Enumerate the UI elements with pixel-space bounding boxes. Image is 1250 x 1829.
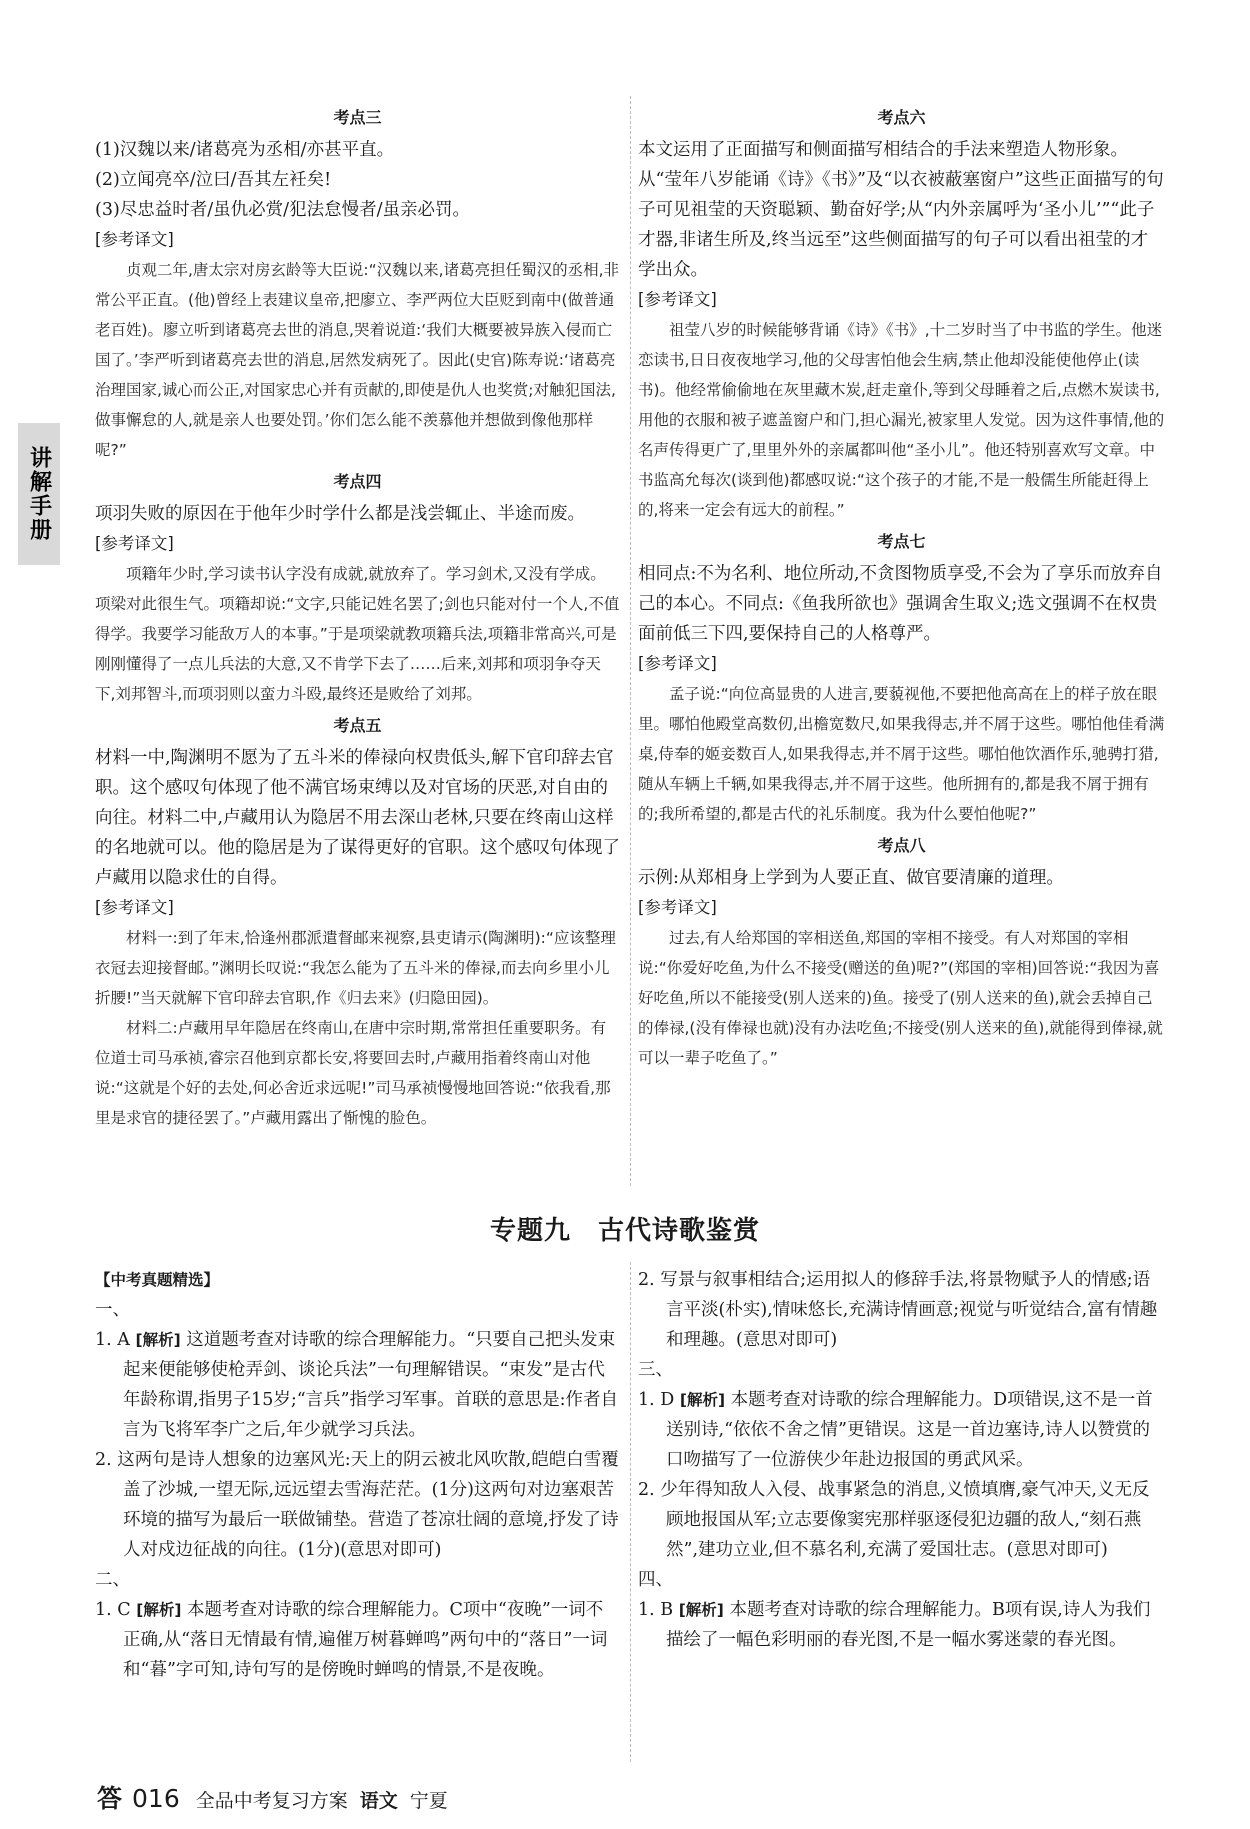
translation-paragraph: 过去,有人给郑国的宰相送鱼,郑国的宰相不接受。有人对郑国的宰相说:“你爱好吃鱼,为什么不接受(赠送的鱼)呢?”(郑国的宰相)回答说:“我因为喜好吃鱼,所以不能接受(别人送来的)鱼。接受了(别人送来的鱼),就会丢掉自己的俸禄,(没有俸禄也就)没有办法吃鱼;不接受(别人送来的鱼),就能得到俸禄,就可以一辈子吃鱼了。”: [638, 929, 1163, 1067]
answer-text: 相同点:不为名利、地位所动,不贪图物质享受,不会为了享乐而放弃自己的本心。不同点:《鱼我所欲也》强调舍生取义;选文强调不在权贵面前低三下四,要保持自己的人格尊严。: [638, 564, 1163, 644]
page-number: 016: [132, 1784, 180, 1813]
answer-number: 1. A: [95, 1330, 130, 1350]
section-heading-kd6: 考点六: [877, 108, 926, 127]
top-left-column: [95, 101, 620, 1133]
section-heading-kd8: 考点八: [877, 836, 926, 855]
reference-translation-label: [参考译文]: [95, 898, 174, 917]
reference-translation-label: [参考译文]: [95, 230, 174, 249]
answer-number: 2.: [638, 1270, 655, 1290]
topic-title: 专题九 古代诗歌鉴赏: [489, 1216, 760, 1246]
answer-text: 项羽失败的原因在于他年少时学什么都是浅尝辄止、半途而废。: [95, 504, 585, 524]
answer-item: [95, 1595, 620, 1685]
reference-translation-label: [参考译文]: [638, 290, 717, 309]
answer-item: [638, 1595, 1165, 1655]
answer-number: 1. D: [638, 1390, 675, 1410]
section-label: 【中考真题精选】: [95, 1271, 220, 1289]
column-divider-top: [630, 96, 631, 1186]
answer-body: 本题考查对诗歌的综合理解能力。D项错误,这不是一首送别诗,“依依不舍之情”更错误。这是一首边塞诗,诗人以赞赏的口吻描写了一位游侠少年赴边报国的勇武风采。: [666, 1390, 1153, 1470]
analysis-tag: [解析]: [678, 1601, 724, 1619]
book-title: 全品中考复习方案: [195, 1790, 348, 1812]
translation-paragraph: 祖莹八岁的时候能够背诵《诗》《书》,十二岁时当了中书监的学生。他迷恋读书,日日夜夜地学习,他的父母害怕他会生病,禁止他却没能使他停止(读书)。他经常偷偷地在灰里藏木炭,赶走童仆,等到父母睡着之后,点燃木炭读书,用他的衣服和被子遮盖窗户和门,担心漏光,被家里人发觉。因为这件事情,他的名声传得更广了,里里外外的亲属都叫他“圣小儿”。他还特别喜欢写文章。中书监高允每次(谈到他)都感叹说:“这个孩子的才能,不是一般儒生所能赶得上的,将来一定会有远大的前程。”: [638, 321, 1165, 519]
question-group-label: 四、: [638, 1570, 673, 1590]
page-footer: [97, 1779, 448, 1815]
section-heading-kd4: 考点四: [333, 472, 382, 491]
bottom-left-column: [95, 1265, 620, 1685]
bottom-right-column: [638, 1265, 1165, 1655]
column-divider-bottom: [630, 1262, 631, 1762]
answer-body: 本题考查对诗歌的综合理解能力。C项中“夜晚”一词不正确,从“落日无情最有情,遍催万树暮蝉鸣”两句中的“落日”一词和“暮”字可知,诗句写的是傍晚时蝉鸣的情景,不是夜晚。: [123, 1600, 608, 1680]
section-heading-kd7: 考点七: [877, 532, 926, 551]
answer-item: [95, 1445, 620, 1565]
answer-text: 示例:从郑相身上学到为人要正直、做官要清廉的道理。: [638, 868, 1064, 888]
analysis-tag: [解析]: [135, 1331, 181, 1349]
translation-paragraph: 孟子说:“向位高显贵的人进言,要藐视他,不要把他高高在上的样子放在眼里。哪怕他殿堂高数仞,出檐宽数尺,如果我得志,并不屑于这些。哪怕他佳肴满桌,侍奉的姬妾数百人,如果我得志,并不屑于这些。哪怕他饮酒作乐,驰骋打猎,随从车辆上千辆,如果我得志,并不屑于这些。他所拥有的,都是我不屑于拥有的;我所希望的,都是古代的礼乐制度。我为什么要怕他呢?”: [638, 685, 1165, 823]
answer-item: (3)尽忠益时者/虽仇必赏/犯法怠慢者/虽亲必罚。: [95, 200, 470, 220]
question-group-label: 三、: [638, 1360, 673, 1380]
translation-paragraph: 材料一:到了年末,恰逢州郡派遣督邮来视察,县吏请示(陶渊明):“应该整理衣冠去迎接督邮。”渊明长叹说:“我怎么能为了五斗米的俸禄,而去向乡里小儿折腰!”当天就解下官印辞去官职,作《归去来》(归隐田园)。: [95, 929, 616, 1007]
analysis-tag: [解析]: [679, 1391, 726, 1409]
question-group-label: 二、: [95, 1570, 130, 1590]
answer-number: 1. B: [638, 1600, 674, 1620]
answer-item: [95, 1325, 620, 1445]
answer-prefix: 答: [97, 1784, 123, 1813]
answer-item: [638, 1265, 1165, 1355]
translation-paragraph: 贞观二年,唐太宗对房玄龄等大臣说:“汉魏以来,诸葛亮担任蜀汉的丞相,非常公平正直。(他)曾经上表建议皇帝,把廖立、李严两位大臣贬到南中(做普通老百姓)。廖立听到诸葛亮去世的消息,哭着说道:‘我们大概要被异族入侵而亡国了。’李严听到诸葛亮去世的消息,居然发病死了。因此(史官)陈寿说:‘诸葛亮治理国家,诚心而公正,对国家忠心并有贡献的,即使是仇人也奖赏;对触犯国法,做事懈怠的人,就是亲人也要处罚。’你们怎么能不羡慕他并想做到像他那样呢?”: [95, 261, 620, 459]
translation-paragraph: 项籍年少时,学习读书认字没有成就,就放弃了。学习剑术,又没有学成。项梁对此很生气。项籍却说:“文字,只能记姓名罢了;剑也只能对付一个人,不值得学。我要学习能敌万人的本事。”于是项梁就教项籍兵法,项籍非常高兴,可是刚刚懂得了一点儿兵法的大意,又不肯学下去了……后来,刘邦和项羽争夺天下,刘邦智斗,而项羽则以蛮力斗殴,最终还是败给了刘邦。: [95, 565, 620, 703]
analysis-tag: [解析]: [136, 1601, 182, 1619]
answer-item: (1)汉魏以来/诸葛亮为丞相/亦甚平直。: [95, 140, 395, 160]
answer-text: 本文运用了正面描写和侧面描写相结合的手法来塑造人物形象。从“莹年八岁能诵《诗》《书》”及“以衣被蔽塞窗户”这些正面描写的句子可见祖莹的天资聪颖、勤奋好学;从“内外亲属呼为‘圣小儿’”“此子才器,非诸生所及,终当远至”这些侧面描写的句子可以看出祖莹的才学出众。: [638, 140, 1164, 280]
answer-body: 这两句是诗人想象的边塞风光:天上的阴云被北风吹散,皑皑白雪覆盖了沙城,一望无际,远远望去雪海茫茫。(1分)这两句对边塞艰苦环境的描写为最后一联做铺垫。营造了苍凉壮阔的意境,抒发了诗人对戍边征战的向往。(1分)(意思对即可): [117, 1450, 619, 1560]
reference-translation-label: [参考译文]: [95, 534, 174, 553]
answer-body: 这道题考查对诗歌的综合理解能力。“只要自己把头发束起来便能够使枪弄剑、谈论兵法”一句理解错误。“束发”是古代年龄称谓,指男子15岁;“言兵”指学习军事。首联的意思是:作者自言为飞将军李广之后,年少就学习兵法。: [123, 1330, 619, 1440]
side-tab: 讲解手册: [18, 423, 60, 565]
answer-item: (2)立闻亮卒/泣曰/吾其左衽矣!: [95, 170, 332, 190]
answer-text: 材料一中,陶渊明不愿为了五斗米的俸禄向权贵低头,解下官印辞去官职。这个感叹句体现了他不满官场束缚以及对官场的厌恶,对自由的向往。材料二中,卢藏用认为隐居不用去深山老林,只要在终南山这样的名地就可以。他的隐居是为了谋得更好的官职。这个感叹句体现了卢藏用以隐求仕的自得。: [95, 748, 620, 888]
top-right-column: [638, 101, 1165, 1073]
answer-item: [638, 1385, 1165, 1475]
translation-paragraph: 材料二:卢藏用早年隐居在终南山,在唐中宗时期,常常担任重要职务。有位道士司马承祯,睿宗召他到京都长安,将要回去时,卢藏用指着终南山对他说:“这就是个好的去处,何必舍近求远呢!”司马承祯慢慢地回答说:“依我看,那里是求官的捷径罢了。”卢藏用露出了惭愧的脸色。: [95, 1019, 611, 1127]
answer-number: 1. C: [95, 1600, 131, 1620]
answer-item: [638, 1475, 1165, 1565]
answer-body: 少年得知敌人入侵、战事紧急的消息,义愤填膺,豪气冲天,义无反顾地报国从军;立志要像窦宪那样驱逐侵犯边疆的敌人,“刻石燕然”,建功立业,但不慕名利,充满了爱国壮志。(意思对即可): [660, 1480, 1150, 1560]
answer-body: 写景与叙事相结合;运用拟人的修辞手法,将景物赋予人的情感;语言平淡(朴实),情味悠长,充满诗情画意;视觉与听觉结合,富有情趣和理趣。(意思对即可): [660, 1270, 1158, 1350]
reference-translation-label: [参考译文]: [638, 898, 717, 917]
answer-body: 本题考查对诗歌的综合理解能力。B项有误,诗人为我们描绘了一幅色彩明丽的春光图,不是一幅水雾迷蒙的春光图。: [666, 1600, 1151, 1650]
region-label: 宁夏: [409, 1790, 448, 1812]
answer-number: 2.: [95, 1450, 112, 1470]
section-heading-kd5: 考点五: [333, 716, 382, 735]
question-group-label: 一、: [95, 1300, 130, 1320]
subject-label: 语文: [359, 1790, 398, 1812]
answer-number: 2.: [638, 1480, 655, 1500]
section-heading-kd3: 考点三: [333, 108, 382, 127]
reference-translation-label: [参考译文]: [638, 654, 717, 673]
